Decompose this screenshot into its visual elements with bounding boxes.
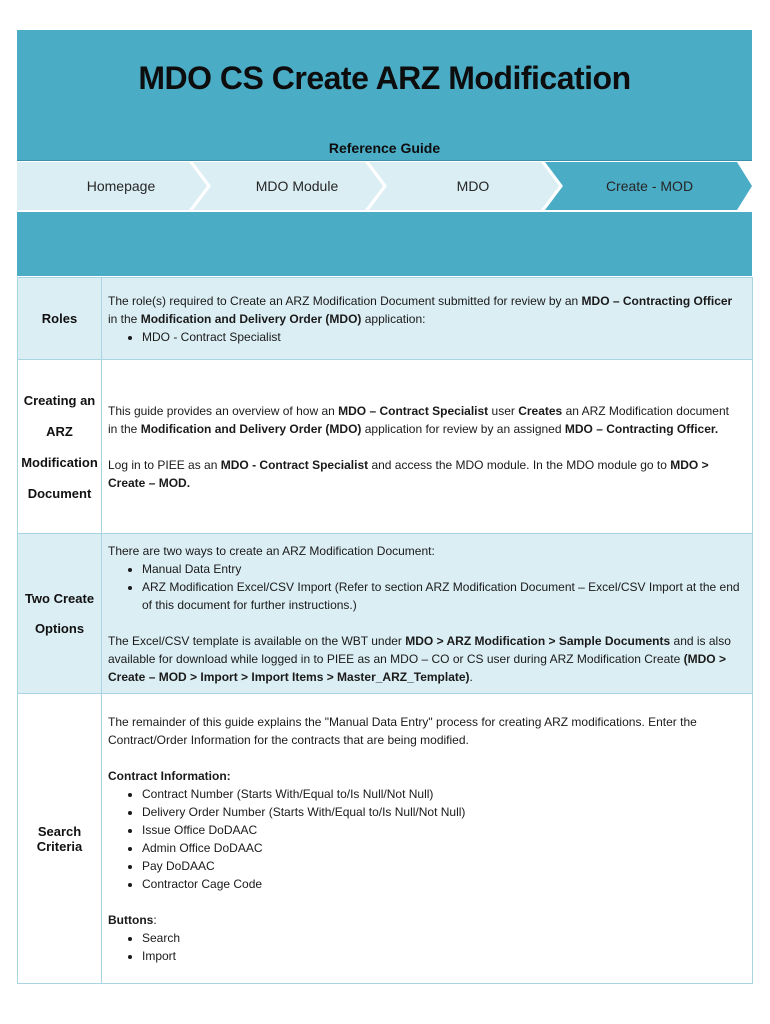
- list-item: • Pay DoDAAC: [142, 857, 740, 875]
- two-options-intro: There are two ways to create an ARZ Modification Document:: [108, 543, 435, 558]
- buttons-list: [108, 929, 740, 965]
- creating-content: [102, 360, 753, 534]
- guide-table: [17, 277, 753, 984]
- list-item: • Import: [142, 947, 740, 965]
- creating-label: Creating an ARZ Modification Document: [18, 360, 102, 534]
- contract-info-heading: Contract Information:: [108, 768, 231, 783]
- section-band: [17, 212, 752, 276]
- roles-list: [108, 328, 740, 346]
- list-item: • Admin Office DoDAAC: [142, 839, 740, 857]
- search-criteria-content: [102, 694, 753, 984]
- search-criteria-row: [18, 694, 753, 984]
- creating-login-text: Log in to PIEE as an MDO - Contract Specialist and access the MDO module. In the MDO module go to MDO > Create – MOD.: [108, 457, 709, 490]
- page-subtitle: Reference Guide: [328, 140, 441, 156]
- list-item: • Delivery Order Number (Starts With/Equal to/Is Null/Not Null): [142, 803, 740, 821]
- roles-text: The role(s) required to Create an ARZ Modification Document submitted for review by an MDO – Contracting Officer in the Modification and Delivery Order (MDO) application:: [108, 293, 733, 326]
- roles-row: [18, 278, 753, 360]
- two-options-list: [108, 560, 740, 614]
- list-item: • Contractor Cage Code: [142, 875, 740, 893]
- list-item: • Contract Number (Starts With/Equal to/Is Null/Not Null): [142, 785, 740, 803]
- two-options-content: [102, 534, 753, 694]
- list-item: • Search: [142, 929, 740, 947]
- contract-info-list: [108, 785, 740, 893]
- title-banner: [17, 30, 752, 161]
- page-title: MDO CS Create ARZ Modification: [138, 60, 631, 96]
- breadcrumb-homepage[interactable]: Homepage: [86, 178, 156, 194]
- search-intro: The remainder of this guide explains the "Manual Data Entry" process for creating ARZ modifications. Enter the Contract/Order Information for the contracts that are being modified.: [108, 714, 697, 747]
- breadcrumb-mdo-module[interactable]: MDO Module: [255, 178, 339, 194]
- breadcrumb-create-mod[interactable]: Create - MOD: [605, 178, 694, 194]
- list-item: • ARZ Modification Excel/CSV Import (Refer to section ARZ Modification Document – Excel/CSV Import at the end of this document for further instructions.): [142, 578, 740, 614]
- breadcrumb: [17, 162, 752, 210]
- two-options-label: Two Create Options: [18, 534, 102, 694]
- roles-label: Roles: [18, 278, 102, 360]
- buttons-heading: Buttons:: [108, 912, 157, 927]
- creating-row: [18, 360, 753, 534]
- template-info-text: The Excel/CSV template is available on the WBT under MDO > ARZ Modification > Sample Documents and is also available for download while logged in to PIEE as an MDO – CO or CS user during ARZ Modification Create (MDO > Create – MOD > Import > Import Items > Master_ARZ_Template).: [108, 633, 731, 684]
- two-options-row: [18, 534, 753, 694]
- list-item: • MDO - Contract Specialist: [142, 328, 740, 346]
- search-criteria-label: Search Criteria: [18, 694, 102, 984]
- roles-content: [102, 278, 753, 360]
- list-item: • Manual Data Entry: [142, 560, 740, 578]
- creating-overview-text: This guide provides an overview of how an MDO – Contract Specialist user Creates an ARZ Modification document in the Modification and Delivery Order (MDO) application for review by an assigned MDO – Contracting Officer.: [108, 403, 729, 436]
- list-item: • Issue Office DoDAAC: [142, 821, 740, 839]
- breadcrumb-mdo[interactable]: MDO: [456, 178, 490, 194]
